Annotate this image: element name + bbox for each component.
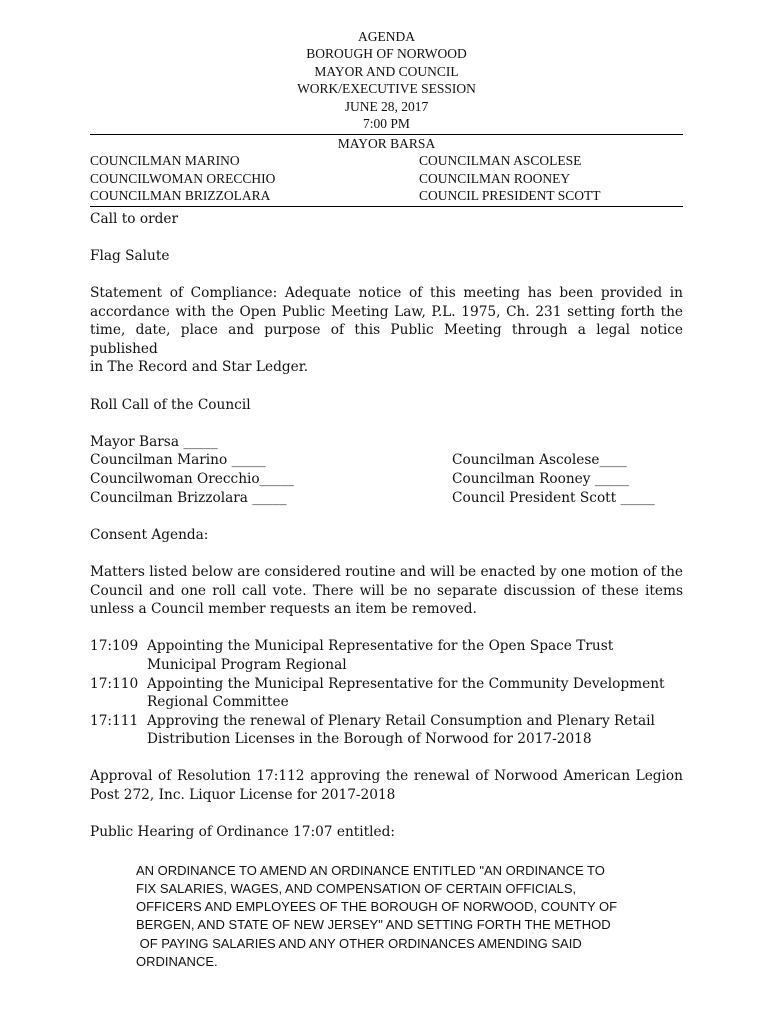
council-member: COUNCILMAN BRIZZOLARA — [90, 188, 271, 204]
header-line: JUNE 28, 2017 — [344, 98, 429, 114]
consent-line: Council and one roll call vote. There will be no separate discussion of these items — [90, 582, 683, 599]
compliance-line: in The Record and Star Ledger. — [90, 359, 309, 376]
resolution-item — [90, 712, 683, 749]
ordinance-line: ORDINANCE. — [136, 953, 218, 969]
consent-line: unless a Council member requests an item be removed. — [90, 601, 477, 618]
ordinance-text — [136, 862, 681, 971]
ordinance-line: OFFICERS AND EMPLOYEES OF THE BOROUGH OF NORWOOD, COUNTY OF — [136, 899, 618, 915]
roll-entry: Councilman Brizzolara _____ — [90, 489, 287, 506]
consent-line: Matters listed below are considered routine and will be enacted by one motion of the — [90, 563, 683, 580]
resolution-text: Distribution Licenses in the Borough of Norwood for 2017-2018 — [147, 731, 592, 748]
approval-of-resolution — [90, 767, 683, 804]
resolution-text: Approving the renewal of Plenary Retail Consumption and Plenary Retail — [147, 712, 655, 729]
council-member: COUNCILWOMAN ORECCHIO — [90, 170, 276, 186]
ordinance-line: BERGEN, AND STATE OF NEW JERSEY" AND SETTING FORTH THE METHOD — [136, 917, 611, 933]
ordinance-line: OF PAYING SALARIES AND ANY OTHER ORDINANCES AMENDING SAID — [136, 935, 582, 951]
council-member: COUNCILMAN ROONEY — [419, 170, 571, 186]
resolution-number: 17:109 — [90, 638, 139, 655]
roll-entry: Councilwoman Orecchio_____ — [90, 470, 294, 487]
roll-right-column — [452, 451, 655, 507]
public-hearing-title: Public Hearing of Ordinance 17:07 entitled: — [90, 824, 396, 841]
resolution-text: Appointing the Municipal Representative for the Community Development — [147, 675, 665, 692]
header-line: BOROUGH OF NORWOOD — [306, 46, 467, 62]
resolution-number: 17:110 — [90, 675, 139, 692]
consent-agenda-title: Consent Agenda: — [90, 526, 209, 543]
consent-agenda-description — [90, 563, 683, 619]
agenda-header — [90, 28, 683, 132]
resolution-text: Appointing the Municipal Representative for the Open Space Trust — [147, 638, 614, 655]
header-line: AGENDA — [358, 29, 415, 44]
council-left-column — [90, 152, 419, 204]
approval-line: Approval of Resolution 17:112 approving the renewal of Norwood American Legion — [90, 768, 683, 785]
roll-entry: Councilman Ascolese____ — [452, 452, 627, 469]
roll-call-title: Roll Call of the Council — [90, 396, 251, 413]
roll-call-list — [90, 451, 683, 507]
compliance-line: accordance with the Open Public Meeting Law, P.L. 1975, Ch. 231 setting forth the — [90, 303, 683, 320]
roll-entry: Council President Scott _____ — [452, 489, 655, 506]
resolution-number: 17:111 — [90, 712, 139, 729]
header-line: MAYOR AND COUNCIL — [314, 63, 459, 79]
resolution-text: Municipal Program Regional — [147, 656, 347, 673]
header-line: 7:00 PM — [363, 116, 410, 132]
roll-left-column — [90, 451, 452, 507]
mayor-name: MAYOR BARSA — [337, 136, 436, 152]
council-members — [90, 152, 683, 204]
roll-entry: Councilman Rooney _____ — [452, 470, 630, 487]
resolution-list — [90, 637, 683, 749]
council-right-column — [419, 152, 601, 204]
roll-entry: Councilman Marino _____ — [90, 452, 266, 469]
ordinance-line: AN ORDINANCE TO AMEND AN ORDINANCE ENTITLED "AN ORDINANCE TO — [136, 862, 605, 878]
flag-salute: Flag Salute — [90, 247, 170, 264]
compliance-line: Statement of Compliance: Adequate notice of this meeting has been provided in — [90, 285, 683, 302]
council-member: COUNCIL PRESIDENT SCOTT — [419, 188, 601, 204]
statement-of-compliance — [90, 284, 683, 377]
resolution-text: Regional Committee — [147, 694, 289, 711]
agenda-page — [90, 28, 683, 971]
council-member: COUNCILMAN ASCOLESE — [419, 153, 582, 169]
header-line: WORK/EXECUTIVE SESSION — [297, 81, 476, 97]
roll-mayor: Mayor Barsa _____ — [90, 433, 218, 450]
resolution-item — [90, 637, 683, 674]
call-to-order: Call to order — [90, 210, 179, 227]
compliance-line: time, date, place and purpose of this Public Meeting through a legal notice published — [90, 322, 683, 357]
council-member: COUNCILMAN MARINO — [90, 153, 240, 169]
members-divider — [90, 206, 683, 207]
resolution-item — [90, 675, 683, 712]
approval-line: Post 272, Inc. Liquor License for 2017-2018 — [90, 787, 396, 804]
ordinance-line: FIX SALARIES, WAGES, AND COMPENSATION OF CERTAIN OFFICIALS, — [136, 881, 577, 897]
